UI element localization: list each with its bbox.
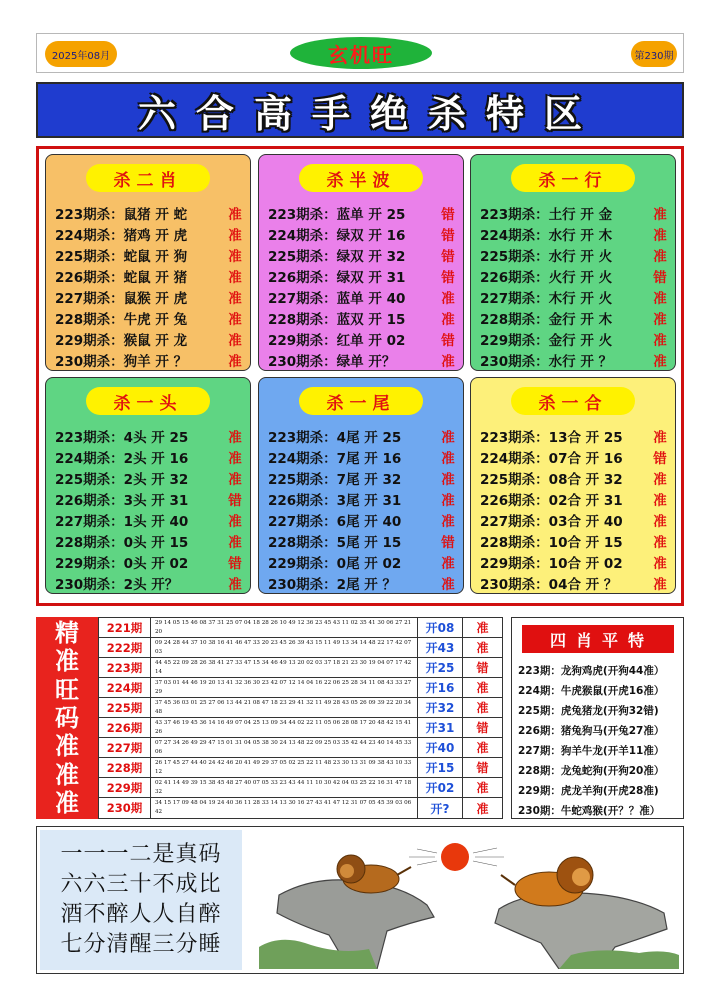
kill-row-text: 226期杀：02合 开 31	[480, 492, 623, 509]
kill-row-text: 225期杀：7尾 开 32	[268, 471, 402, 488]
kill-row-text: 228期杀：蓝双 开 15	[268, 311, 406, 328]
numbers-cell: 37 45 36 03 01 25 27 06 13 44 21 08 47 18 23 29 41 32 11 49 28 43 05 26 09 39 22 20 34 48	[151, 698, 418, 717]
four-zodiac-row: 227期：狗羊牛龙(开羊11准）	[518, 744, 665, 757]
kill-row	[480, 265, 670, 286]
period-cell: 228期	[99, 758, 151, 777]
kill-row-text: 228期杀：5尾 开 15	[268, 534, 402, 551]
kill-row-status: 准	[228, 353, 242, 370]
kill-row	[268, 551, 458, 572]
kill-row-text: 226期杀：绿双 开 31	[268, 269, 406, 286]
kill-row	[268, 425, 458, 446]
kill-row-status: 准	[653, 248, 667, 265]
kill-row	[480, 530, 670, 551]
four-zodiac-list	[518, 660, 681, 820]
kill-row	[55, 349, 245, 370]
kill-row-status: 准	[441, 450, 455, 467]
kill-row-text: 226期杀：火行 开 火	[480, 269, 613, 286]
kill-row-status: 准	[653, 290, 667, 307]
four-zodiac-row: 230期：牛蛇鸡猴(开？？准）	[518, 804, 661, 817]
kill-row-status: 错	[228, 555, 242, 572]
kill-row-text: 225期杀：08合 开 32	[480, 471, 623, 488]
kill-row-status: 准	[441, 576, 455, 593]
kill-box	[470, 377, 676, 594]
kill-row-text: 224期杀：2头 开 16	[55, 450, 189, 467]
kill-box-title: 杀一尾	[299, 387, 423, 415]
four-zodiac-row: 224期：牛虎猴鼠(开虎16准）	[518, 684, 665, 697]
kill-row-text: 230期杀：狗羊 开 ？	[55, 353, 188, 370]
kill-row-text: 225期杀：蛇鼠 开 狗	[55, 248, 188, 265]
brand-logo: 玄机旺	[290, 37, 432, 69]
table-row	[99, 738, 502, 758]
kill-row-text: 230期杀：04合 开 ？	[480, 576, 618, 593]
kill-box	[258, 154, 464, 371]
lions-on-cliffs-illustration	[259, 835, 679, 969]
kill-row-text: 223期杀：蓝单 开 25	[268, 206, 406, 223]
kill-row-status: 错	[441, 332, 455, 349]
poem-line: 一一一二是真码	[60, 842, 222, 867]
kill-row-status: 准	[653, 353, 667, 370]
kill-row	[268, 244, 458, 265]
kill-row-text: 226期杀：蛇鼠 开 猪	[55, 269, 188, 286]
kill-row-status: 准	[228, 534, 242, 551]
kill-row-status: 准	[653, 471, 667, 488]
kill-row-text: 224期杀：07合 开 16	[480, 450, 623, 467]
kill-box-rows	[480, 425, 670, 593]
four-zodiac-row: 228期：龙兔蛇狗(开狗20准）	[518, 764, 665, 777]
bottom-panel	[36, 826, 684, 974]
kill-row-text: 224期杀：绿双 开 16	[268, 227, 406, 244]
kill-row	[480, 551, 670, 572]
kill-box-title: 杀二肖	[86, 164, 210, 192]
kill-box	[45, 377, 251, 594]
kill-row-text: 225期杀：绿双 开 32	[268, 248, 406, 265]
table-row	[99, 778, 502, 798]
kill-row-text: 223期杀：13合 开 25	[480, 429, 623, 446]
side-char: 准	[55, 759, 79, 789]
numbers-cell: 26 17 45 27 44 40 24 42 46 20 41 49 29 37 05 02 25 22 11 48 23 30 13 31 09 38 43 10 33 12	[151, 758, 418, 777]
kill-row-status: 准	[228, 450, 242, 467]
sun	[441, 843, 469, 871]
numbers-cell: 34 15 17 09 48 04 19 24 40 36 11 28 33 14 13 30 16 27 43 41 47 12 31 07 05 45 39 03 06 42	[151, 798, 418, 818]
kill-row-status: 准	[653, 227, 667, 244]
kill-row-text: 227期杀：蓝单 开 40	[268, 290, 406, 307]
kill-row	[55, 223, 245, 244]
poem	[40, 830, 242, 970]
kill-row	[268, 572, 458, 593]
numbers-cell: 02 41 14 49 39 15 38 45 48 27 40 07 05 33 23 43 44 11 10 30 42 04 03 25 22 16 31 47 18 32	[151, 778, 418, 797]
kill-row-text: 227期杀：木行 开 火	[480, 290, 613, 307]
kill-box	[258, 377, 464, 594]
kill-row	[268, 349, 458, 370]
kill-row-status: 准	[653, 206, 667, 223]
period-cell: 222期	[99, 638, 151, 657]
numbers-cell: 44 45 22 09 28 26 38 41 27 33 47 15 34 46 49 13 20 02 03 37 18 21 23 30 19 04 07 17 42 14	[151, 658, 418, 677]
banner-title: 六合高手绝杀特区	[137, 91, 602, 136]
kill-row-text: 230期杀：绿单 开？	[268, 353, 396, 370]
kill-row-status: 错	[228, 492, 242, 509]
kill-row-status: 准	[441, 290, 455, 307]
numbers-cell: 43 37 46 19 45 36 14 16 49 07 04 25 13 09 34 44 02 22 11 05 06 28 08 17 20 48 42 15 41 26	[151, 718, 418, 737]
kill-row-status: 准	[441, 353, 455, 370]
kill-row-text: 229期杀：金行 开 火	[480, 332, 613, 349]
kill-row-status: 准	[228, 206, 242, 223]
kill-row	[480, 223, 670, 244]
kill-row	[55, 488, 245, 509]
period-cell: 225期	[99, 698, 151, 717]
kill-box-title: 杀一行	[511, 164, 635, 192]
kill-row-text: 229期杀：0尾 开 02	[268, 555, 402, 572]
kill-row-text: 223期杀：4头 开 25	[55, 429, 189, 446]
kill-row-status: 错	[441, 269, 455, 286]
kill-row-status: 准	[653, 513, 667, 530]
kill-row-status: 准	[228, 311, 242, 328]
kill-row-status: 准	[228, 332, 242, 349]
kill-row-status: 准	[653, 555, 667, 572]
kill-row-status: 准	[228, 227, 242, 244]
kill-row	[268, 265, 458, 286]
four-zodiac-row: 226期：猪兔狗马(开兔27准）	[518, 724, 665, 737]
kill-row-text: 224期杀：水行 开 木	[480, 227, 613, 244]
table-row	[99, 718, 502, 738]
period-cell: 223期	[99, 658, 151, 677]
kill-row-status: 错	[441, 206, 455, 223]
status-cell: 错	[476, 721, 489, 735]
open-cell: 开25	[418, 658, 463, 677]
kill-row	[55, 244, 245, 265]
status-cell: 准	[476, 621, 489, 635]
kill-row	[480, 572, 670, 593]
numbers-cell: 09 24 28 44 37 10 38 16 41 46 47 33 20 23 45 26 39 43 15 11 49 13 34 14 48 22 17 42 07 03	[151, 638, 418, 657]
status-cell: 错	[476, 761, 489, 775]
kill-row-text: 229期杀：猴鼠 开 龙	[55, 332, 188, 349]
kill-row	[268, 467, 458, 488]
kill-row-text: 226期杀：3头 开 31	[55, 492, 189, 509]
kill-row	[480, 446, 670, 467]
side-char: 码	[55, 702, 79, 732]
kill-box-title: 杀一头	[86, 387, 210, 415]
open-cell: 开43	[418, 638, 463, 657]
four-zodiac-title: 四肖平特	[522, 625, 674, 653]
status-cell: 准	[476, 741, 489, 755]
table-row	[99, 618, 502, 638]
kill-row-status: 错	[441, 534, 455, 551]
kill-row	[480, 307, 670, 328]
table-row	[99, 758, 502, 778]
kill-row	[55, 328, 245, 349]
status-cell: 准	[476, 801, 489, 816]
open-cell: 开32	[418, 698, 463, 717]
kill-row-text: 226期杀：3尾 开 31	[268, 492, 402, 509]
kill-row-text: 228期杀：金行 开 木	[480, 311, 613, 328]
kill-row-status: 错	[653, 450, 667, 467]
page-header	[36, 33, 684, 73]
kill-row-text: 225期杀：2头 开 32	[55, 471, 189, 488]
status-cell: 准	[476, 681, 489, 695]
kill-row	[480, 488, 670, 509]
issue-badge: 第230期	[631, 41, 677, 67]
date-badge: 2025年08月	[45, 41, 117, 67]
status-cell: 准	[476, 641, 489, 655]
kill-box-rows	[480, 202, 670, 370]
period-cell: 224期	[99, 678, 151, 697]
period-cell: 226期	[99, 718, 151, 737]
kill-row	[268, 488, 458, 509]
kill-box	[45, 154, 251, 371]
kill-row	[268, 509, 458, 530]
kill-row	[480, 202, 670, 223]
kill-row-text: 224期杀：猪鸡 开 虎	[55, 227, 188, 244]
kill-row	[55, 509, 245, 530]
table-row	[99, 658, 502, 678]
period-cell: 229期	[99, 778, 151, 797]
open-cell: 开15	[418, 758, 463, 777]
side-label	[36, 617, 98, 819]
kill-row-text: 224期杀：7尾 开 16	[268, 450, 402, 467]
open-cell: 开08	[418, 618, 463, 637]
kill-box-rows	[55, 202, 245, 370]
kill-row-text: 230期杀：水行 开 ？	[480, 353, 613, 370]
number-table	[98, 617, 503, 819]
kill-row	[55, 467, 245, 488]
kill-box-rows	[55, 425, 245, 593]
kill-row	[55, 286, 245, 307]
side-char: 准	[55, 787, 79, 817]
kill-row-text: 230期杀：2头 开？	[55, 576, 179, 593]
open-cell: 开?	[418, 798, 463, 818]
period-cell: 221期	[99, 618, 151, 637]
four-zodiac-row: 229期：虎龙羊狗(开虎28准)	[518, 784, 659, 797]
side-char: 准	[55, 731, 79, 761]
kill-row	[480, 509, 670, 530]
kill-row-status: 准	[228, 576, 242, 593]
kill-row	[480, 349, 670, 370]
kill-row-status: 错	[653, 269, 667, 286]
status-cell: 错	[476, 661, 489, 675]
period-cell: 227期	[99, 738, 151, 757]
title-banner	[36, 82, 684, 138]
side-char: 准	[55, 646, 79, 676]
status-cell: 准	[476, 701, 489, 715]
kill-row	[55, 572, 245, 593]
kill-row	[268, 446, 458, 467]
kill-row-status: 准	[228, 513, 242, 530]
kill-row	[55, 425, 245, 446]
kill-row-text: 223期杀：鼠猪 开 蛇	[55, 206, 188, 223]
four-zodiac-row: 223期：龙狗鸡虎(开狗44准）	[518, 664, 665, 677]
period-cell: 230期	[99, 798, 151, 818]
kill-row-status: 准	[441, 555, 455, 572]
kill-row	[480, 328, 670, 349]
kill-row-status: 准	[441, 429, 455, 446]
numbers-cell: 37 03 01 44 46 19 20 13 41 32 36 30 23 42 07 12 14 04 16 22 06 25 28 34 11 08 43 33 27 29	[151, 678, 418, 697]
kill-row	[480, 467, 670, 488]
kill-row	[268, 307, 458, 328]
kill-row-text: 225期杀：水行 开 火	[480, 248, 613, 265]
kill-row-status: 准	[653, 576, 667, 593]
kill-row	[268, 286, 458, 307]
kill-box-rows	[268, 425, 458, 593]
table-row	[99, 698, 502, 718]
kill-row-status: 准	[441, 513, 455, 530]
kill-row-text: 228期杀：牛虎 开 兔	[55, 311, 188, 328]
kill-row-status: 准	[441, 311, 455, 328]
four-zodiac-row: 225期：虎兔猪龙(开狗32错)	[518, 704, 659, 717]
open-cell: 开31	[418, 718, 463, 737]
kill-row-text: 228期杀：0头 开 15	[55, 534, 189, 551]
kill-box-title: 杀一合	[511, 387, 635, 415]
kill-box	[470, 154, 676, 371]
kill-row-text: 228期杀：10合 开 15	[480, 534, 623, 551]
kill-row-status: 错	[441, 248, 455, 265]
kill-row-text: 229期杀：10合 开 02	[480, 555, 623, 572]
kill-row-text: 229期杀：红单 开 02	[268, 332, 406, 349]
kill-row-status: 准	[653, 429, 667, 446]
kill-row-status: 准	[228, 471, 242, 488]
prediction-grid	[36, 146, 684, 606]
kill-row	[55, 265, 245, 286]
kill-row-status: 准	[228, 429, 242, 446]
kill-row-status: 准	[441, 471, 455, 488]
kill-row-text: 223期杀：土行 开 金	[480, 206, 613, 223]
kill-row	[55, 551, 245, 572]
kill-row-status: 准	[653, 311, 667, 328]
kill-row-text: 227期杀：1头 开 40	[55, 513, 189, 530]
status-cell: 准	[476, 781, 489, 795]
kill-row-text: 227期杀：6尾 开 40	[268, 513, 402, 530]
kill-row	[268, 328, 458, 349]
kill-box-rows	[268, 202, 458, 370]
side-char: 精	[55, 618, 79, 648]
kill-row-status: 准	[653, 492, 667, 509]
kill-box-title: 杀半波	[299, 164, 423, 192]
kill-row-status: 准	[228, 290, 242, 307]
kill-row	[55, 446, 245, 467]
kill-row	[480, 425, 670, 446]
numbers-cell: 07 27 34 26 49 29 47 15 01 31 04 05 38 30 24 13 48 22 09 25 03 35 42 44 23 40 14 45 33 06	[151, 738, 418, 757]
kill-row	[268, 530, 458, 551]
kill-row	[268, 202, 458, 223]
four-zodiac-panel	[511, 617, 684, 819]
kill-row	[55, 202, 245, 223]
kill-row-status: 准	[441, 492, 455, 509]
poem-line: 六六三十不成比	[60, 872, 222, 897]
open-cell: 开16	[418, 678, 463, 697]
kill-row-status: 错	[441, 227, 455, 244]
kill-row-status: 准	[653, 332, 667, 349]
numbers-cell: 29 14 05 15 46 08 37 31 25 07 04 18 28 26 10 49 12 36 23 45 43 11 02 35 41 30 06 27 21 20	[151, 618, 418, 637]
poem-line: 七分清醒三分睡	[60, 932, 222, 957]
kill-row	[480, 244, 670, 265]
kill-row-status: 准	[228, 269, 242, 286]
kill-row-status: 准	[228, 248, 242, 265]
table-row	[99, 678, 502, 698]
open-cell: 开02	[418, 778, 463, 797]
table-row	[99, 798, 502, 818]
kill-row	[55, 307, 245, 328]
kill-row	[55, 530, 245, 551]
open-cell: 开40	[418, 738, 463, 757]
poem-line: 酒不醉人人自醉	[60, 902, 222, 927]
kill-row-status: 准	[653, 534, 667, 551]
kill-row-text: 223期杀：4尾 开 25	[268, 429, 402, 446]
kill-row-text: 230期杀：2尾 开 ？	[268, 576, 396, 593]
kill-row-text: 227期杀：鼠猴 开 虎	[55, 290, 188, 307]
kill-row-text: 229期杀：0头 开 02	[55, 555, 189, 572]
table-row	[99, 638, 502, 658]
side-char: 旺	[55, 674, 79, 704]
kill-row	[480, 286, 670, 307]
kill-row-text: 227期杀：03合 开 40	[480, 513, 623, 530]
left-lion	[337, 855, 411, 893]
kill-row	[268, 223, 458, 244]
